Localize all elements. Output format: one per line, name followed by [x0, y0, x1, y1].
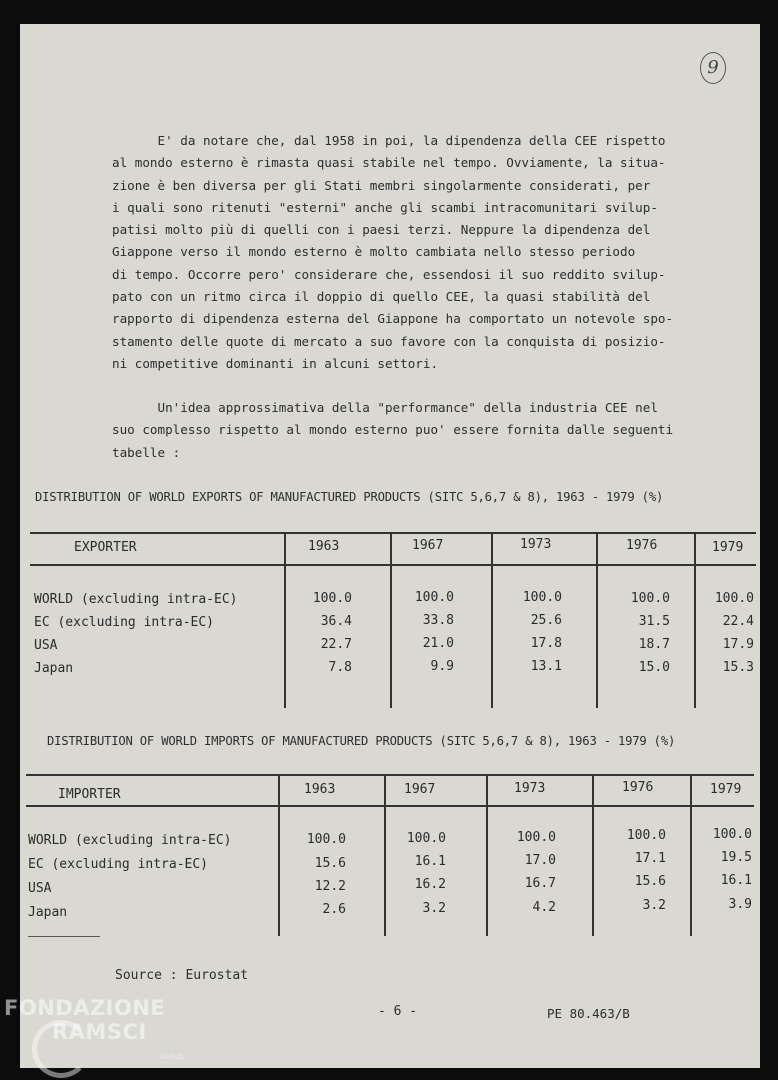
column-header-exporter: EXPORTER — [74, 540, 137, 555]
source-note: Source : Eurostat — [115, 968, 249, 983]
table-cell: 19.5 — [720, 850, 752, 865]
row-label: Japan — [34, 661, 74, 676]
table-cell: 3.2 — [422, 901, 446, 916]
table-cell: 100.0 — [714, 591, 754, 606]
column-divider — [284, 532, 286, 708]
table-cell: 15.0 — [638, 660, 670, 675]
page-marker: 9 — [700, 52, 726, 84]
paragraph-1 — [112, 130, 692, 375]
table-cell: 31.5 — [638, 614, 670, 629]
table1-title: DISTRIBUTION OF WORLD EXPORTS OF MANUFACTURED PRODUCTS (SITC 5,6,7 & 8), 1963 - 1979 (%) — [35, 490, 664, 504]
row-label: Japan — [28, 905, 68, 920]
row-label: EC (excluding intra-EC) — [28, 857, 209, 872]
footnote-rule — [28, 936, 100, 937]
row-label: EC (excluding intra-EC) — [34, 615, 215, 630]
text-line: E' da notare che, dal 1958 in poi, la dipendenza della CEE rispetto — [112, 133, 666, 148]
text-line: zione è ben diversa per gli Stati membri singolarmente considerati, per — [112, 177, 651, 193]
column-divider — [491, 532, 493, 708]
table-cell: 100.0 — [306, 832, 346, 847]
column-divider — [278, 774, 280, 936]
watermark-line1: FONDAZIONE — [4, 996, 166, 1020]
column-header-year: 1973 — [514, 781, 546, 796]
table2-title: DISTRIBUTION OF WORLD IMPORTS OF MANUFACTURED PRODUCTS (SITC 5,6,7 & 8), 1963 - 1979 (%) — [47, 734, 676, 748]
table-cell: 9.9 — [430, 659, 454, 674]
table-rule — [30, 532, 756, 534]
table-cell: 22.7 — [320, 637, 352, 652]
row-label: USA — [28, 881, 52, 896]
table-cell: 100.0 — [626, 828, 666, 843]
table-cell: 100.0 — [406, 831, 446, 846]
table-cell: 100.0 — [522, 590, 562, 605]
text-line: di tempo. Occorre pero' considerare che, essendosi il suo reddito svilup- — [112, 266, 666, 282]
row-label: WORLD (excluding intra-EC) — [34, 592, 238, 607]
table-cell: 16.1 — [414, 854, 446, 869]
row-label: WORLD (excluding intra-EC) — [28, 833, 232, 848]
text-line: Un'idea approssimativa della "performance" della industria CEE nel — [112, 400, 658, 415]
text-line: patisi molto più di quelli con i paesi terzi. Neppure la dipendenza del — [112, 222, 651, 238]
text-line: Giappone verso il mondo esterno è molto cambiata nello stesso periodo — [112, 244, 636, 260]
table-cell: 100.0 — [630, 591, 670, 606]
text-line: ni competitive dominanti in alcuni settori. — [112, 355, 439, 371]
text-line: pato con un ritmo circa il doppio di quello CEE, la quasi stabilità del — [112, 289, 651, 305]
text-line: tabelle : — [112, 444, 181, 460]
text-line: stamento delle quote di mercato a suo favore con la conquista di posizio- — [112, 333, 666, 349]
text-line: i quali sono ritenuti "esterni" anche gli scambi intracomunitari svilup- — [112, 199, 658, 215]
table-cell: 100.0 — [712, 827, 752, 842]
table-cell: 22.4 — [722, 614, 754, 629]
text-line: al mondo esterno è rimasta quasi stabile nel tempo. Ovviamente, la situa- — [112, 155, 666, 171]
column-header-year: 1973 — [520, 537, 552, 552]
document-reference: PE 80.463/B — [547, 1006, 630, 1021]
column-header-year: 1967 — [404, 782, 436, 797]
table-cell: 12.2 — [314, 879, 346, 894]
column-divider — [596, 532, 598, 708]
table-cell: 16.2 — [414, 877, 446, 892]
table-cell: 17.9 — [722, 637, 754, 652]
table-cell: 18.7 — [638, 637, 670, 652]
column-divider — [390, 532, 392, 708]
page-number: - 6 - — [378, 1004, 418, 1019]
column-header-year: 1976 — [622, 780, 654, 795]
table-cell: 13.1 — [530, 659, 562, 674]
table-cell: 36.4 — [320, 614, 352, 629]
table-rule — [26, 805, 754, 807]
column-header-importer: IMPORTER — [58, 787, 121, 802]
table-cell: 100.0 — [516, 830, 556, 845]
table-cell: 7.8 — [328, 660, 352, 675]
row-label: USA — [34, 638, 58, 653]
column-divider — [592, 774, 594, 936]
table-cell: 17.8 — [530, 636, 562, 651]
table-rule — [26, 774, 754, 776]
paragraph-2 — [112, 397, 692, 464]
table-cell: 4.2 — [532, 900, 556, 915]
column-header-year: 1963 — [304, 782, 336, 797]
text-line: rapporto di dipendenza esterna del Giappone ha comportato un notevole spo- — [112, 311, 674, 327]
table-cell: 3.2 — [642, 898, 666, 913]
table-cell: 33.8 — [422, 613, 454, 628]
table-cell: 17.0 — [524, 853, 556, 868]
table-cell: 15.6 — [634, 874, 666, 889]
column-header-year: 1967 — [412, 538, 444, 553]
column-header-year: 1976 — [626, 538, 658, 553]
table-rule — [30, 564, 756, 566]
table-cell: 15.3 — [722, 660, 754, 675]
table-cell: 17.1 — [634, 851, 666, 866]
table-cell: 100.0 — [414, 590, 454, 605]
exports-table — [30, 532, 756, 708]
text-line: suo complesso rispetto al mondo esterno puo' essere fornita dalle seguenti — [112, 422, 674, 438]
watermark-line2: RAMSCI — [52, 1020, 147, 1044]
table-cell: 15.6 — [314, 856, 346, 871]
table-cell: 3.9 — [728, 897, 752, 912]
table-cell: 16.7 — [524, 876, 556, 891]
table-cell: 25.6 — [530, 613, 562, 628]
table-cell: 2.6 — [322, 902, 346, 917]
table-cell: 100.0 — [312, 591, 352, 606]
imports-table — [26, 774, 754, 936]
column-header-year: 1979 — [710, 782, 742, 797]
watermark-suffix: onlus — [160, 1052, 185, 1062]
column-header-year: 1963 — [308, 539, 340, 554]
table-cell: 21.0 — [422, 636, 454, 651]
column-divider — [486, 774, 488, 936]
table-cell: 16.1 — [720, 873, 752, 888]
watermark — [4, 996, 165, 1044]
column-header-year: 1979 — [712, 540, 744, 555]
